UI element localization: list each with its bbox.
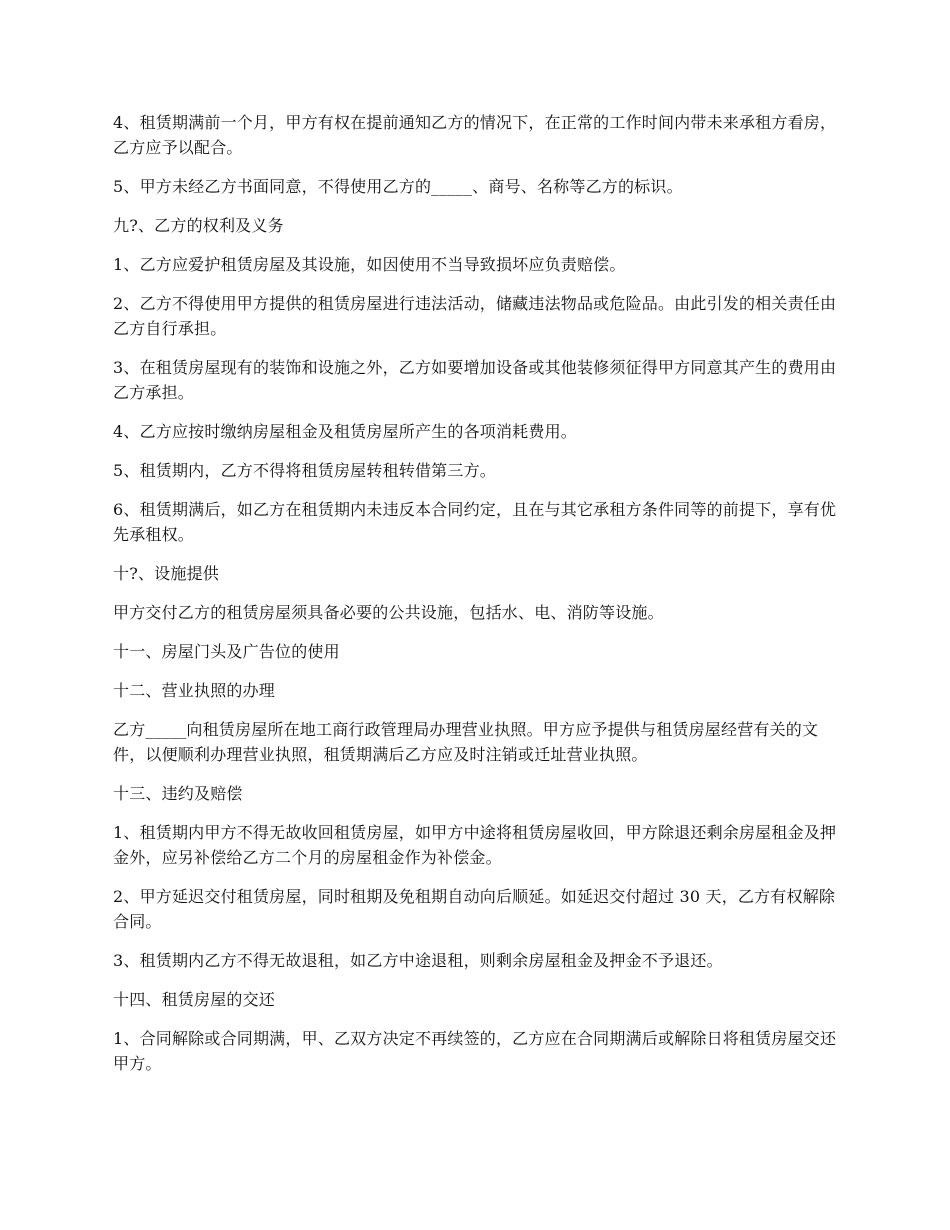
business-license-paragraph: 乙方_____向租赁房屋所在地工商行政管理局办理营业执照。甲方应予提供与租赁房屋经营有关的文件，以便顺利办理营业执照，租赁期满后乙方应及时注销或迁址营业执照。 bbox=[113, 720, 819, 764]
clause-2-tenant-illegal-use: 2、乙方不得使用甲方提供的租赁房屋进行违法活动，储藏违法物品或危险品。由此引发的相关责任由乙方自行承担。 bbox=[113, 294, 837, 338]
section-heading-return: 十四、租赁房屋的交还 bbox=[113, 990, 276, 1009]
clause-5-landlord-trademark: 5、甲方未经乙方书面同意，不得使用乙方的_____、商号、名称等乙方的标识。 bbox=[113, 177, 683, 196]
section-heading-signage: 十一、房屋门头及广告位的使用 bbox=[113, 642, 340, 661]
breach-clause-2: 2、甲方延迟交付租赁房屋，同时租期及免租期自动向后顺延。如延迟交付超过 30 天，乙方有权解除合同。 bbox=[113, 887, 836, 931]
clause-5-tenant-sublet: 5、租赁期内，乙方不得将租赁房屋转租转借第三方。 bbox=[113, 461, 496, 480]
document-page bbox=[113, 110, 838, 1090]
section-heading-facilities: 十?、设施提供 bbox=[113, 564, 219, 583]
section-heading-tenant-rights: 九?、乙方的权利及义务 bbox=[113, 216, 284, 235]
section-heading-business-license: 十二、营业执照的办理 bbox=[113, 681, 276, 700]
breach-clause-3: 3、租赁期内乙方不得无故退租，如乙方中途退租，则剩余房屋租金及押金不予退还。 bbox=[113, 951, 723, 970]
breach-clause-1: 1、租赁期内甲方不得无故收回租赁房屋，如甲方中途将租赁房屋收回，甲方除退还剩余房屋租金及押金外，应另补偿给乙方二个月的房屋租金作为补偿金。 bbox=[113, 823, 837, 867]
return-clause-1: 1、合同解除或合同期满，甲、乙双方决定不再续签的，乙方应在合同期满后或解除日将租赁房屋交还甲方。 bbox=[113, 1029, 837, 1073]
clause-4-tenant-payment: 4、乙方应按时缴纳房屋租金及租赁房屋所产生的各项消耗费用。 bbox=[113, 422, 577, 441]
section-heading-breach: 十三、违约及赔偿 bbox=[113, 784, 243, 803]
clause-4-landlord-viewing: 4、租赁期满前一个月，甲方有权在提前通知乙方的情况下，在正常的工作时间内带未来承租方看房，乙方应予以配合。 bbox=[113, 113, 837, 157]
facilities-paragraph: 甲方交付乙方的租赁房屋须具备必要的公共设施，包括水、电、消防等设施。 bbox=[113, 603, 664, 622]
clause-3-tenant-renovation: 3、在租赁房屋现有的装饰和设施之外，乙方如要增加设备或其他装修须征得甲方同意其产生的费用由乙方承担。 bbox=[113, 358, 837, 402]
clause-6-tenant-renewal-priority: 6、租赁期满后，如乙方在租赁期内未违反本合同约定，且在与其它承租方条件同等的前提下，享有优先承租权。 bbox=[113, 500, 837, 544]
clause-1-tenant-care: 1、乙方应爱护租赁房屋及其设施，如因使用不当导致损坏应负责赔偿。 bbox=[113, 255, 626, 274]
